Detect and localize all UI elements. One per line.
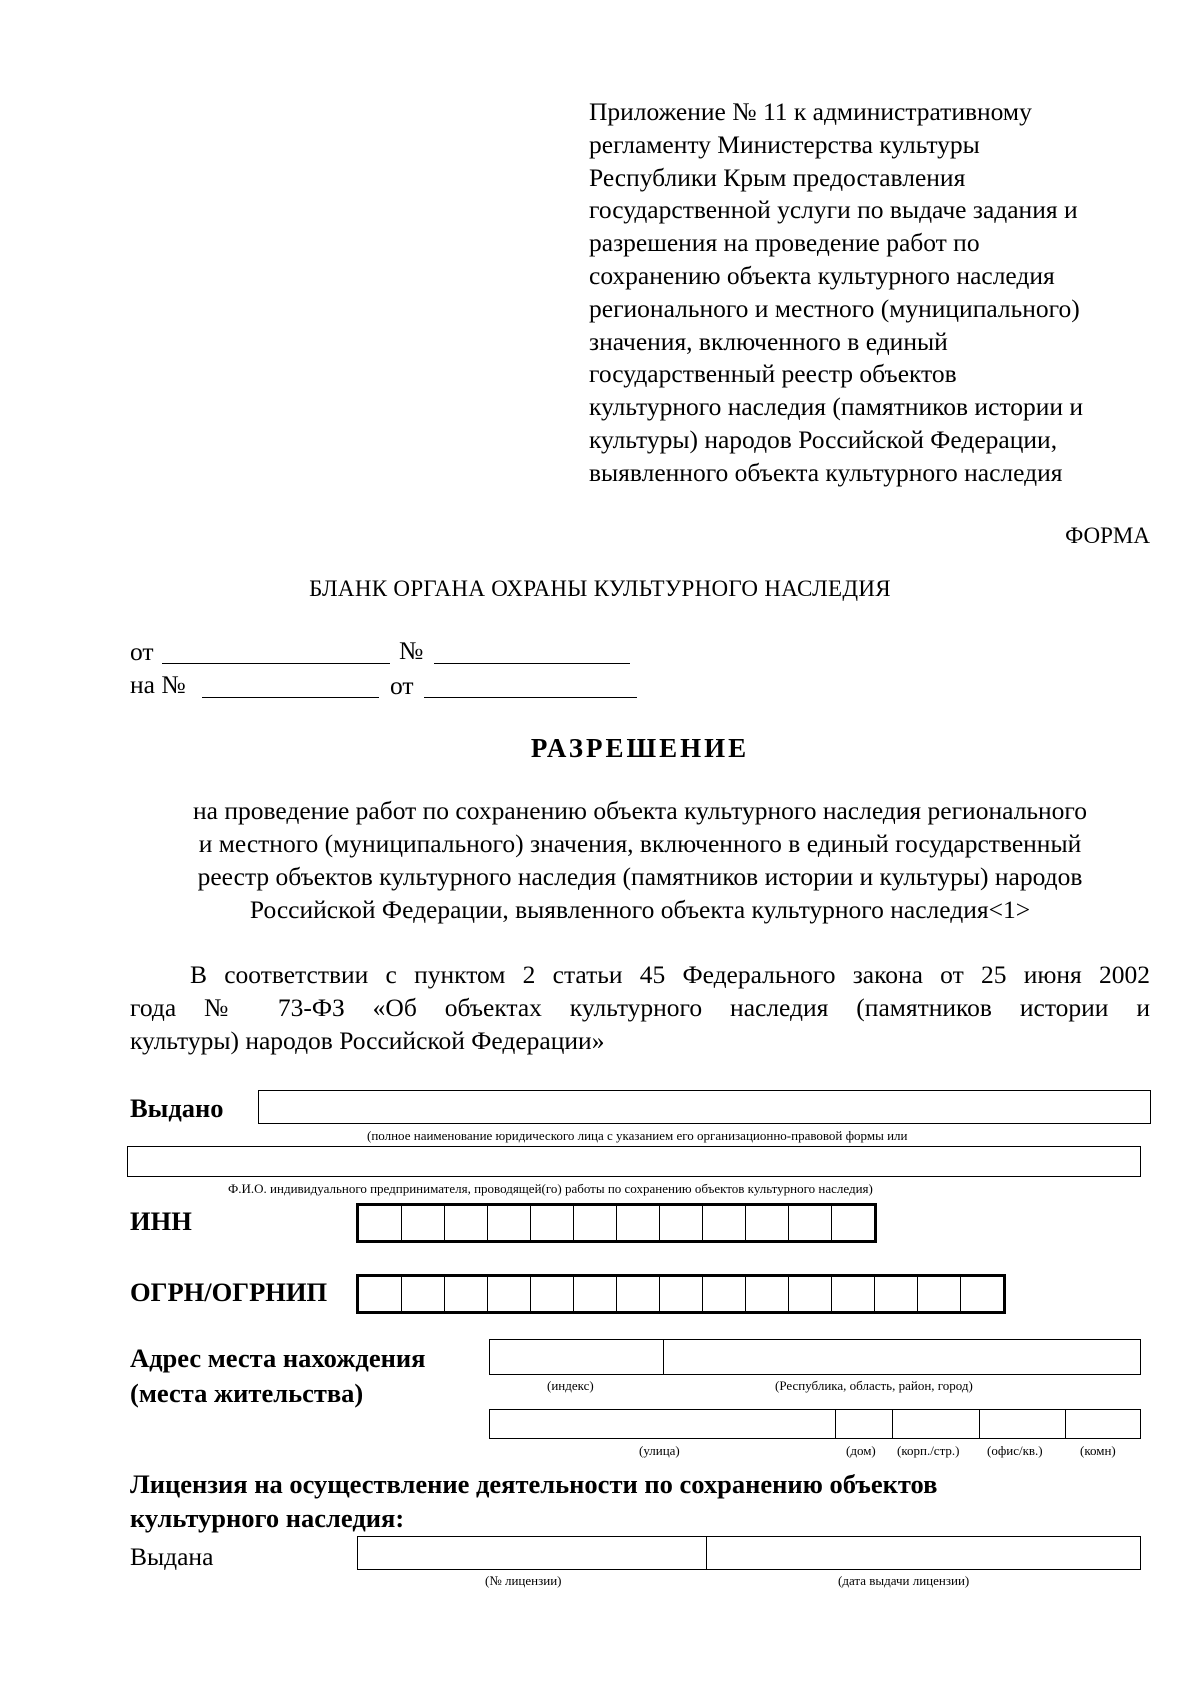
ogrn-digit-cell[interactable] xyxy=(531,1277,574,1311)
license-divider xyxy=(706,1536,707,1570)
annex-line: государственной услуги по выдаче задания и xyxy=(589,195,1078,225)
issued-hint-2: Ф.И.О. индивидуального предпринимателя, проводящей(го) работы по сохранению объектов культурного наследия) xyxy=(228,1181,873,1196)
ref-date-field[interactable] xyxy=(162,663,390,664)
subtitle-line: на проведение работ по сохранению объекта культурного наследия регионального xyxy=(193,796,1087,825)
ogrn-digit-cell[interactable] xyxy=(961,1277,1003,1311)
address-divider xyxy=(1065,1409,1066,1439)
ref-number-field[interactable] xyxy=(434,663,630,664)
address-region-hint: (Республика, область, район, город) xyxy=(775,1378,973,1393)
ogrn-digit-cell[interactable] xyxy=(703,1277,746,1311)
subtitle-line: и местного (муниципального) значения, включенного в единый государственный xyxy=(198,829,1082,858)
inn-field[interactable] xyxy=(356,1203,877,1243)
annex-line: Приложение № 11 к административному xyxy=(589,97,1032,126)
ogrn-digit-cell[interactable] xyxy=(445,1277,488,1311)
ogrn-digit-cell[interactable] xyxy=(574,1277,617,1311)
address-index-field[interactable] xyxy=(491,1341,661,1373)
annex-line: сохранению объекта культурного наследия xyxy=(589,260,1055,290)
issued-label: Выдано xyxy=(130,1093,224,1123)
address-street-hint: (улица) xyxy=(639,1443,680,1458)
inn-digit-cell[interactable] xyxy=(617,1206,660,1240)
ogrn-digit-cell[interactable] xyxy=(789,1277,832,1311)
inn-digit-cell[interactable] xyxy=(359,1206,402,1240)
ref-to-from-label: от xyxy=(390,671,414,700)
basis-line: культуры) народов Российской Федерации» xyxy=(130,1026,605,1055)
inn-digit-cell[interactable] xyxy=(832,1206,874,1240)
issued-name-field[interactable] xyxy=(258,1090,1151,1124)
address-label-line2: (места жительства) xyxy=(130,1378,364,1408)
address-office-hint: (офис/кв.) xyxy=(987,1443,1043,1458)
ref-from-label: от xyxy=(130,637,154,666)
address-region-field[interactable] xyxy=(666,1341,1139,1373)
inn-digit-cell[interactable] xyxy=(531,1206,574,1240)
subtitle-line: реестр объектов культурного наследия (памятников истории и культуры) народов xyxy=(197,862,1083,891)
inn-digit-cell[interactable] xyxy=(789,1206,832,1240)
license-date-hint: (дата выдачи лицензии) xyxy=(838,1573,970,1588)
address-divider xyxy=(663,1339,664,1375)
address-building-field[interactable] xyxy=(894,1411,978,1437)
ref-number-label: № xyxy=(399,636,424,665)
ref-to-date-field[interactable] xyxy=(424,697,637,698)
annex-line: регионального и местного (муниципального) xyxy=(589,293,1080,323)
address-office-field[interactable] xyxy=(981,1411,1064,1437)
ogrn-digit-cell[interactable] xyxy=(402,1277,445,1311)
basis-line: года № 73-ФЗ «Об объектах культурного наследия (памятников истории и xyxy=(130,993,1150,1022)
ref-to-number-field[interactable] xyxy=(202,697,379,698)
ogrn-digit-cell[interactable] xyxy=(359,1277,402,1311)
legal-basis xyxy=(130,958,1150,1057)
license-heading-line2: культурного наследия: xyxy=(130,1503,405,1533)
ogrn-digit-cell[interactable] xyxy=(660,1277,703,1311)
annex-line: культуры) народов Российской Федерации, xyxy=(589,424,1058,454)
ogrn-field[interactable] xyxy=(356,1274,1006,1314)
basis-line: В соответствии с пунктом 2 статьи 45 Федерального закона от 25 июня 2002 xyxy=(190,960,1150,989)
address-divider xyxy=(979,1409,980,1439)
ogrn-digit-cell[interactable] xyxy=(746,1277,789,1311)
license-date-field[interactable] xyxy=(709,1538,1139,1568)
address-divider xyxy=(892,1409,893,1439)
issued-name-field-2[interactable] xyxy=(127,1146,1141,1177)
annex-line: государственный реестр объектов xyxy=(589,359,957,389)
annex-line: значения, включенного в единый xyxy=(589,326,948,356)
address-index-hint: (индекс) xyxy=(547,1378,594,1393)
annex-note xyxy=(589,96,1159,490)
address-street-field[interactable] xyxy=(491,1411,833,1437)
inn-digit-cell[interactable] xyxy=(488,1206,531,1240)
license-issued-label: Выдана xyxy=(130,1542,214,1571)
annex-line: культурного наследия (памятников истории и xyxy=(589,392,1084,422)
address-room-field[interactable] xyxy=(1067,1411,1139,1437)
ref-to-number-label: на № xyxy=(130,670,186,699)
inn-digit-cell[interactable] xyxy=(660,1206,703,1240)
inn-digit-cell[interactable] xyxy=(445,1206,488,1240)
address-building-hint: (корп./стр.) xyxy=(897,1443,960,1458)
blank-title: БЛАНК ОРГАНА ОХРАНЫ КУЛЬТУРНОГО НАСЛЕДИЯ xyxy=(309,576,891,601)
document-title: РАЗРЕШЕНИЕ xyxy=(530,733,750,763)
document-subtitle xyxy=(130,794,1150,926)
address-room-hint: (комн) xyxy=(1080,1443,1116,1458)
inn-digit-cell[interactable] xyxy=(402,1206,445,1240)
address-label-line1: Адрес места нахождения xyxy=(130,1343,426,1373)
ogrn-digit-cell[interactable] xyxy=(617,1277,660,1311)
ogrn-digit-cell[interactable] xyxy=(918,1277,961,1311)
ogrn-digit-cell[interactable] xyxy=(488,1277,531,1311)
address-house-field[interactable] xyxy=(837,1411,891,1437)
ogrn-digit-cell[interactable] xyxy=(832,1277,875,1311)
license-number-hint: (№ лицензии) xyxy=(485,1573,562,1588)
annex-line: выявленного объекта культурного наследия xyxy=(589,457,1063,487)
inn-digit-cell[interactable] xyxy=(574,1206,617,1240)
issued-hint-1: (полное наименование юридического лица с указанием его организационно-правовой формы или xyxy=(367,1128,908,1143)
ogrn-digit-cell[interactable] xyxy=(875,1277,918,1311)
inn-label: ИНН xyxy=(130,1206,192,1236)
annex-line: разрешения на проведение работ по xyxy=(589,228,980,258)
annex-line: Республики Крым предоставления xyxy=(589,162,966,192)
annex-line: регламенту Министерства культуры xyxy=(589,129,980,159)
ogrn-label: ОГРН/ОГРНИП xyxy=(130,1277,328,1307)
address-divider xyxy=(835,1409,836,1439)
form-label: ФОРМА xyxy=(1065,523,1150,548)
address-house-hint: (дом) xyxy=(846,1443,876,1458)
license-number-field[interactable] xyxy=(359,1538,704,1568)
inn-digit-cell[interactable] xyxy=(703,1206,746,1240)
subtitle-line: Российской Федерации, выявленного объекта культурного наследия<1> xyxy=(249,895,1031,924)
inn-digit-cell[interactable] xyxy=(746,1206,789,1240)
license-heading-line1: Лицензия на осуществление деятельности по сохранению объектов xyxy=(130,1469,938,1499)
